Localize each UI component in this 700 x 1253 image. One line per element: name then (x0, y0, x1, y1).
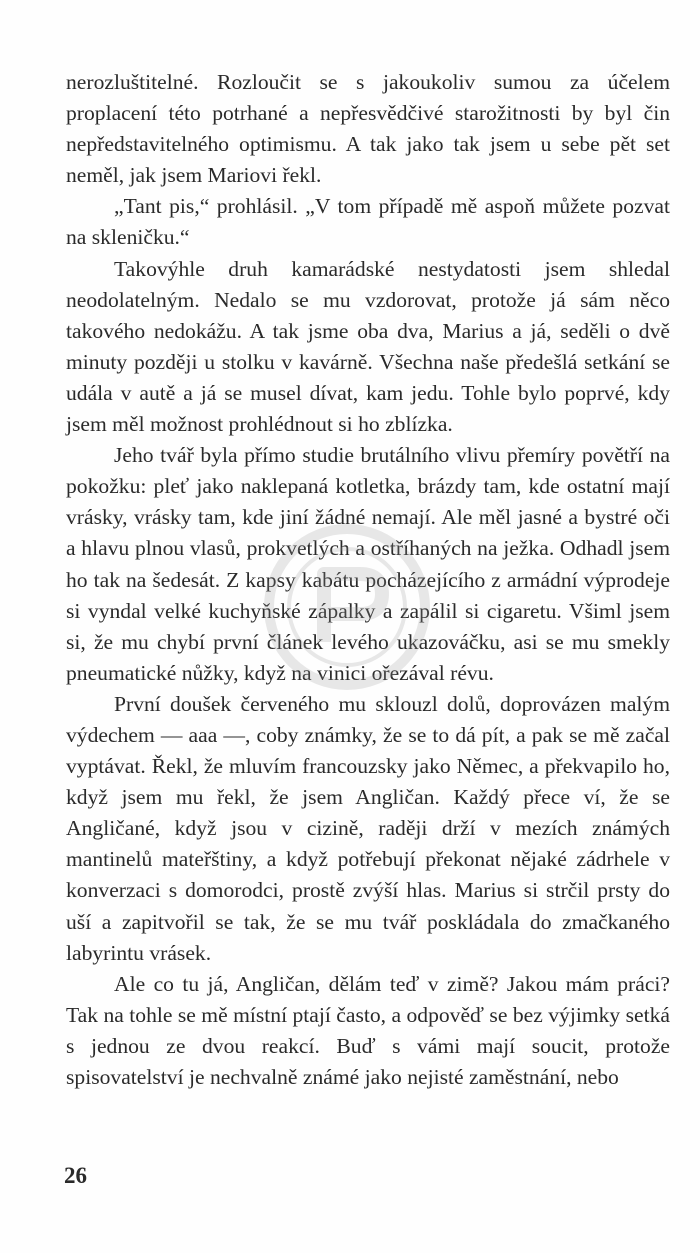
paragraph-2: „Tant pis,“ prohlásil. „V tom případě mě aspoň můžete pozvat na skleničku.“ (66, 194, 670, 250)
paragraph-4: Jeho tvář byla přímo studie brutálního vlivu přemíry povětří na pokožku: pleť jako naklepaná kotletka, brázdy tam, kde ostatní mají vrásky, vrásky tam, kde jiní žádné nemají. Ale měl jasné a bystré oči a hlavu plnou vlasů, prokvetlých a ostříhaných na ježka. Odhadl jsem ho tak na šedesát. Z kapsy kabátu pocházejícího z armádní výprodeje si vyndal velké kuchyňské zápalky a zapálil si cigaretu. Všiml jsem si, že mu chybí první článek levého ukazováčku, asi se mu smekly pneumatické nůžky, když na vinici ořezával révu. (66, 443, 670, 685)
page-number: 26 (64, 1163, 87, 1188)
paragraph-6: Ale co tu já, Angličan, dělám teď v zimě? Jakou mám práci? Tak na tohle se mě místní ptají často, a odpověď se bez výjimky setká s jednou ze dvou reakcí. Buď s vámi mají soucit, protože spisovatelství je nechvalně známé jako nejisté zaměstnání, nebo (66, 971, 670, 1089)
paragraph-1: nerozluštitelné. Rozloučit se s jakoukoliv sumou za účelem proplacení této potrhané a nepřesvědčivé starožitnosti by byl čin nepředstavitelného optimismu. A tak jako tak jsem u sebe pět set neměl, jak jsem Mariovi řekl. (66, 70, 670, 188)
body-text (66, 67, 670, 1093)
paragraph-3: Takovýhle druh kamarádské nestydatosti jsem shledal neodolatelným. Nedalo se mu vzdorovat, protože já sám něco takového nedokážu. A tak jsme oba dva, Marius a já, seděli o dvě minuty později u stolku v kavárně. Všechna naše předešlá setkání se udála v autě a já se musel dívat, kam jedu. Tohle bylo poprvé, kdy jsem měl možnost prohlédnout si ho zblízka. (66, 256, 670, 437)
paragraph-5: První doušek červeného mu sklouzl dolů, doprovázen malým výdechem — aaa —, coby známky, že se to dá pít, a pak se mě začal vyptávat. Řekl, že mluvím francouzsky jako Němec, a překvapilo ho, když jsem mu řekl, že jsem Angličan. Každý přece ví, že se Angličané, když jsou v cizině, raději drží v mezích známých mantinelů mateřštiny, a když potřebují překonat nějaké zádrhele v konverzaci s domorodci, prostě zvýší hlas. Marius si strčil prsty do uší a zapitvořil se tak, že se mu tvář poskládala do zmačkaného labyrintu vrásek. (66, 691, 670, 965)
